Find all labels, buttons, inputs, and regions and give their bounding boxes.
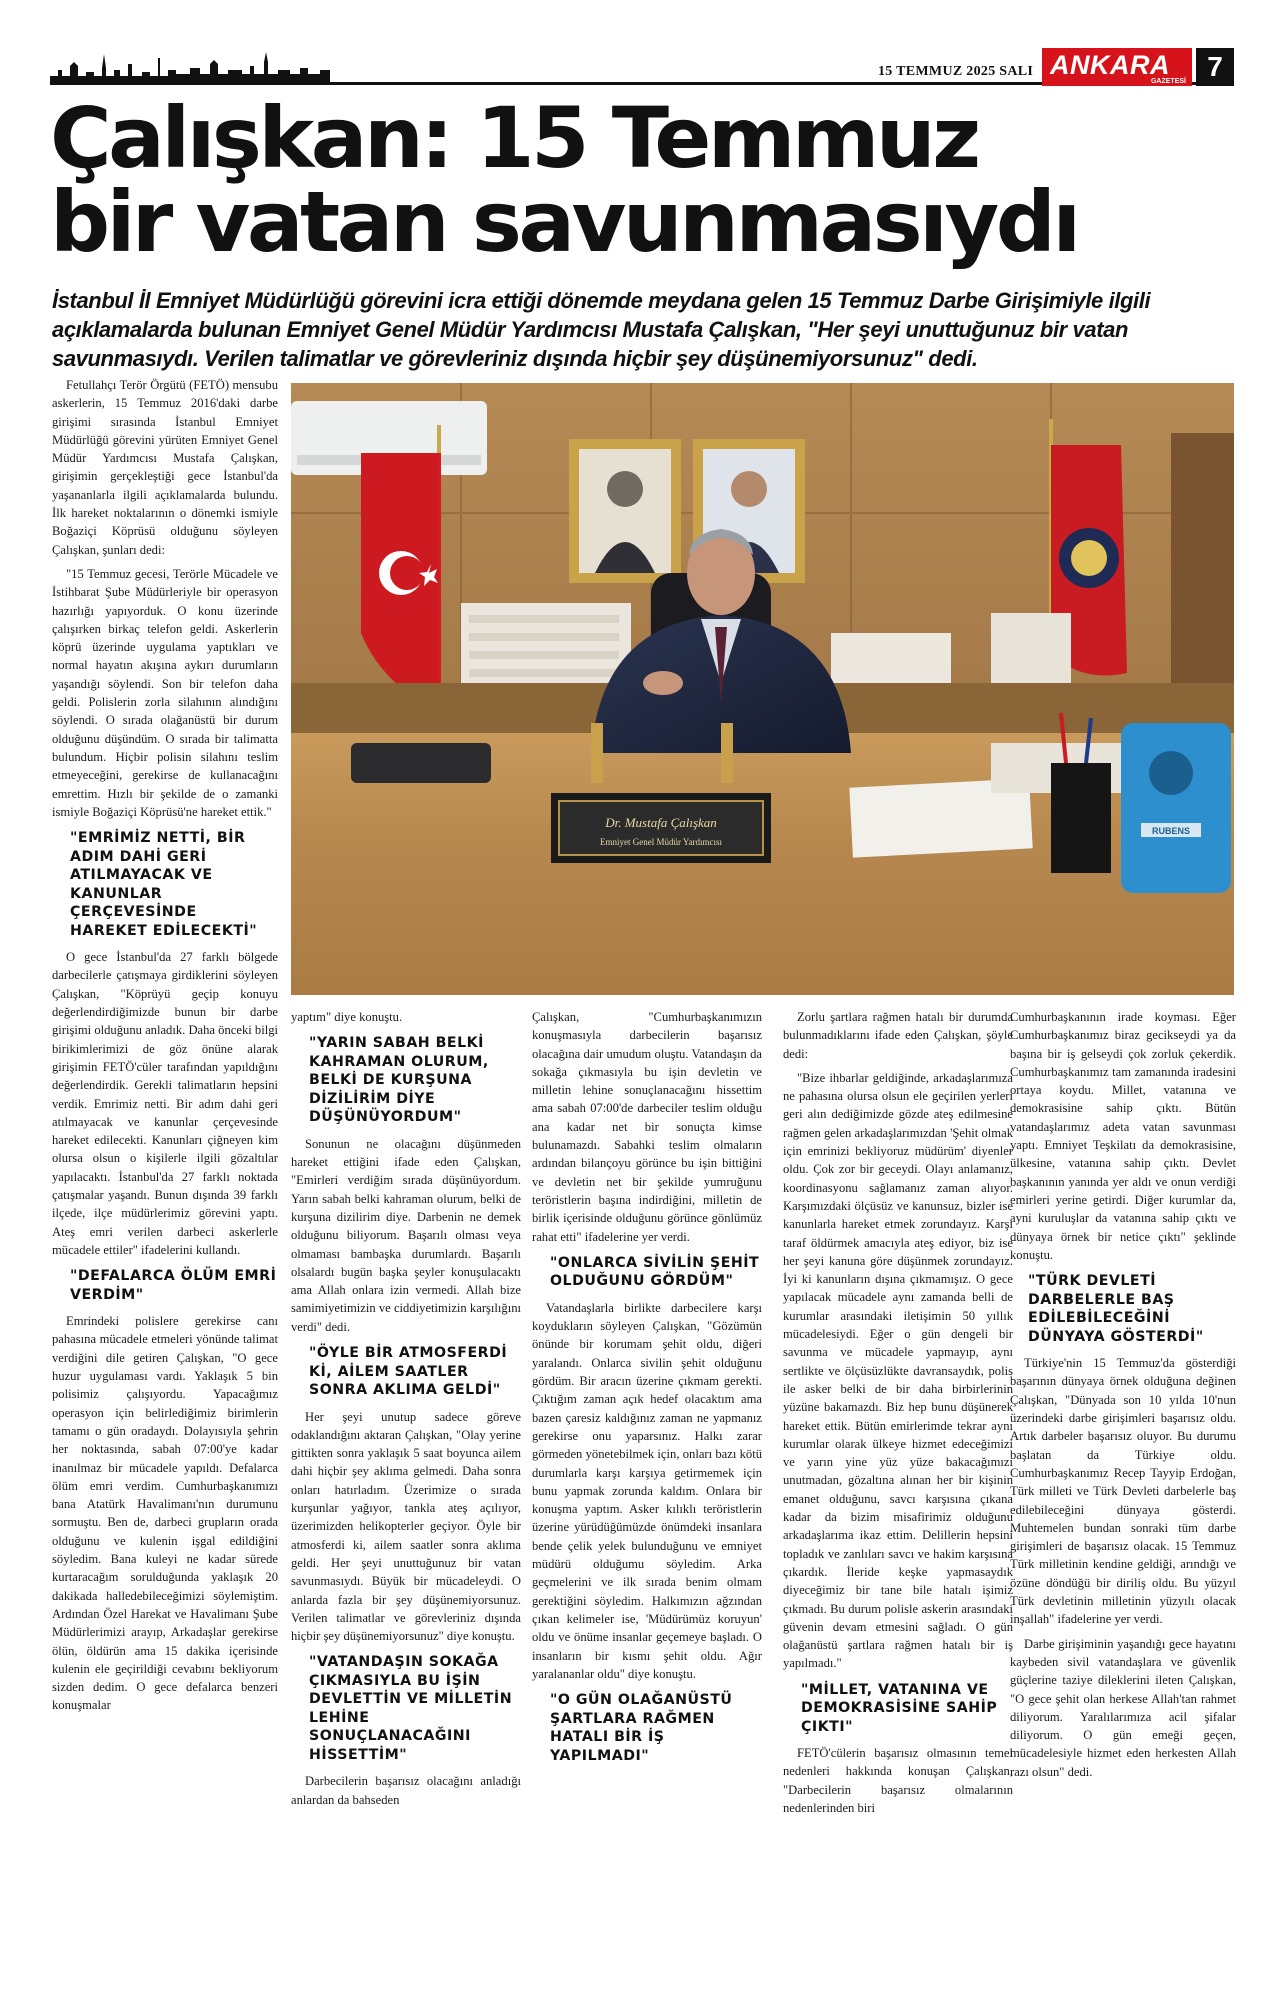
paragraph: yaptım" diye konuştu.: [291, 1010, 403, 1024]
section-heading: "ONLARCA SİVİLİN ŞEHİT OLDUĞUNU GÖRDÜM": [550, 1254, 760, 1290]
paragraph: Vatandaşlarla birlikte darbecilere karşı koydukların söyleyen Çalışkan, "Gözümün önünde bir korumam şehit oldu, diğeri yaralandı. Onlarca sivilin şehit olduğunu gördüm. Bir aracın üzerine çıkmam gerekti. Çıktığım zaman açık hedef olacaktım ama bazen çaresiz kaldığınız zaman ne yapmanız gerekirse onu yaparsınız. Halkı zarar görmeden yönetebilmek için, onları bazı kötü durumlarla karşı karşıya getirmemek için bunu yapmak zorunda kaldım. Onlara bir konuşma yaptım. Asker kılıklı teröristlerin üzerine yürüdüğümüzde önümdeki insanlara bende çelik yelek bulunduğunu ve emniyet müdürü olduğumu söyledim. Arka geçmelerini ve ilk sırada benim olmam gerektiğini söyledim. Halkımızın ağzından çıkan kelimeler ise, 'Müdürümüz koruyun' oldu ve önüme insanlar geçemeye başladı. O insanların bir kısmı şehit oldu. Ağır yaralananlar oldu" diye konuştu.: [532, 1300, 762, 1681]
article-column-2: [291, 1008, 521, 1815]
logo-subtext: GAZETESİ: [1150, 78, 1186, 85]
section-heading: "EMRİMİZ NETTİ, BİR ADIM DAHİ GERİ ATILMAYACAK VE KANUNLAR ÇERÇEVESİNDE HAREKET EDİLECEKTİ": [70, 830, 258, 939]
sharpener-label: RUBENS: [1151, 826, 1191, 836]
nameplate-title: Emniyet Genel Müdür Yardımcısı: [600, 837, 722, 847]
article-column-5: [1010, 1008, 1236, 1787]
headline: [50, 89, 1240, 271]
paragraph: Zorlu şartlara rağmen hatalı bir durumda bulunmadıklarını ifade eden Çalışkan, şöyle dedi:: [783, 1010, 1013, 1061]
subheadline: İstanbul İl Emniyet Müdürlüğü görevini icra ettiği dönemde meydana gelen 15 Temmuz Darbe Girişimiyle ilgili açıklamalarda bulunan Emniyet Genel Müdür Yardımcısı Mustafa Çalışkan, "Her şeyi unuttuğunuz bir vatan savunmasıydı. Verilen talimatlar ve görevleriniz dışında hiçbir şey düşünemiyorsunuz" dedi.: [52, 288, 1151, 371]
newspaper-logo: [1042, 48, 1192, 86]
headline-line-2: bir vatan savunmasıydı: [50, 173, 1078, 271]
section-heading: "VATANDAŞIN SOKAĞA ÇIKMASIYLA BU İŞİN DEVLETTİN VE MİLLETİN LEHİNE SONUÇLANACAĞINI HİSSETTİM": [309, 1654, 513, 1763]
section-heading: "MİLLET, VATANINA VE DEMOKRASİSİNE SAHİP ÇIKTI": [801, 1681, 998, 1735]
paragraph: "15 Temmuz gecesi, Terörle Mücadele ve İstihbarat Şube Müdürleriyle bir operasyon hazırlığı yapıyorduk. O konu üzerinde çalışırken birkaç telefon geldi. Askerlerin köprü üzerinde uygulama yaptıkları ve normal hayatın akışına aykırı durumların yaşandığı söylendi. Son bir telefon daha geldi. Polislerin zorla silahının alındığını söylendi. O sırada olağanüstü bir durum olduğunu düşündüm. O sırada bir talimatta bulundum. Hiçbir polisin silahını teslim etmeyeceğini, gerekirse de kullanacağını emrettim. Hızlı bir şekilde de o zamanki ismiyle Boğaziçi Köprüsü'ne hareket ettik.": [52, 566, 278, 819]
section-heading: "YARIN SABAH BELKİ KAHRAMAN OLURUM, BELKİ DE KURŞUNA DİZİLİRİM DİYE DÜŞÜNÜYORDUM": [309, 1035, 489, 1126]
nameplate-name: Dr. Mustafa Çalışkan: [605, 815, 717, 830]
issue-date: 15 TEMMUZ 2025 SALI: [878, 64, 1034, 79]
city-skyline-icon: [50, 50, 330, 84]
paragraph: Türkiye'nin 15 Temmuz'da gösterdiği başarının dünyaya örnek olduğuna değinen Çalışkan, "Dünyada son 10 yılda 10'nun üzerindeki darbe girişimleri başarısız oldu. Artık darbeler başarısız oluyor. Bu durumu başlatan da Türkiye oldu. Cumhurbaşkanımız Recep Tayyip Erdoğan, Türk milleti ve Türk Devleti darbelerle baş edilebileceğini dünyaya gösterdi. Muhtemelen bundan sonraki tüm darbe girişimleri de başarısız olacak. 15 Temmuz Türk milletinin kendine geldiği, arındığı ve özüne döndüğü bir diriliş oldu. Bu yüzyıl Türk devletinin milletinin yüzyılı olacak inşallah" ifadelerine yer verdi.: [1010, 1356, 1236, 1627]
paragraph: Emrindeki polislere gerekirse canı pahasına mücadele etmeleri yönünde talimat verdiğini dile getiren Çalışkan, "O gece huzur uygulaması vardı. Yaklaşık 5 bin polisimiz çalışıyordu. Yapacağımız operasyon için belirlediğimiz birimlerin tamamı o gün oradaydı. Dolayısıyla şehrin her noktasında, sabah 07:00'ye kadar inanılmaz bir mücadele yapıldı. Defalarca ölüm emri verdim. Cumhurbaşkanımızı bana Atatürk Havalimanı'nın durumunu sormuştu. Ben de, darbeci grupların orada olduğunu ve kulenin işgal edildiğini söyledim. Bana kuleyi ne kadar sürede kurtaracağım sorulduğunda yaklaşık 20 dakikada halledebileceğimizi söylemiştim. Ardından Özel Harekat ve Havalimanı Şube Müdürlerimizi arayıp, Arkadaşlar gerekirse ölün, öldürün ama 15 dakika içerisinde kulenin ele geçirildiği cevabını bekliyorum sizden dedim. O gece defalarca benzeri konuşmalar: [52, 1314, 278, 1713]
article-column-1-top: [52, 376, 278, 1721]
headline-line-1: Çalışkan: 15 Temmuz: [50, 89, 978, 187]
article-column-3: [532, 1008, 762, 1773]
article-column-4: [783, 1008, 1013, 1823]
paragraph: "Bize ihbarlar geldiğinde, arkadaşlarımıza ne pahasına olursa olsun ele geçirilen yerleri geri alın dediğimizde gözde ateş edilmesine rağmen gelen arkadaşlarımızdan 'Şehit olmak için emrinizi bekliyoruz müdürüm' diyenler oldu. Çok zor bir geceydi. Olayı anlamanız, koordinasyonu sağlamanız zaman alıyor. Karşımızdaki ölçüsüz ve kanunsuz, bizler ise kanunlarla hareket etmek zorundayız. Karşı taraf öldürmek amacıyla ateş ediyor, biz ise her şeyi kanuna göre düşünmek zorundayız. İyi ki kanunların dışına çıkmamışız. O gece yapılacak mücadele aynı zamanda belli de kurumlar arasındaki iletişimin 50 yıllık mücadelesiydi. Eğer o gün dengeli bir savunma ve mücadele yapmayıp, aynı sertlikte ve ölçüsüzlükte davransaydık, polis ile asker belki de bir daha birbirlerinin yüzüne bakamazdı. Biz hep bunu düşünerek hareket ettik. Bütün emirlerimde tekrar aynı kurumlar olarak ülkeye hizmet edeceğimizi ve yarın yine yüz yüze bakacağımızı unutmadan, gözaltına alınan her bir kişinin emanet olduğunu, savcı karşısına çıkana kadar da bizim misafirimiz olduğunu arkadaşlarıma ikaz ettim. Delillerin hepsini topladık ve zanlıları savcı ve hakim karşısına çıkardık. İleride keşke yapmasaydık diyeceğimiz bir tane bile hatalı işimiz çıkmadı. Bu durum polisle askerin arasındaki güvenin devam etmesini sağladı. O gün olağanüstü şartlara rağmen hatalı bir iş yapılmadı.": [783, 1070, 1013, 1671]
paragraph: O gece İstanbul'da 27 farklı bölgede darbecilerle çatışmaya girdiklerini söyleyen Çalışkan, "Köprüyü geçip konuyu değerlendirdiğimizde bunun bir darbe girişimi olduğunu anladık. Daha önceki bilgi birikimlerimizi de göz önüne alarak girişimin FETÖ'cüler tarafından yapıldığını değerlendirdik. Gerekli talimatların hepsini verdik. Emrimiz netti. Bir adım dahi geri atılmayacak ve kanunlar çerçevesinde hareket edilecekti. Kanunları çiğneyen kim olursa olsun o kişilerle ilgili gözaltılar yapılacaktı. İstanbul'da 27 farklı noktada çatışmalar yaşandı. Bunun dışında 39 farklı ilçede, ilçe müdürlerimiz görevini yaptı. Ateş emri verilen darbeci askerlerle mücadele ettiler" ifadelerini kullandı.: [52, 950, 278, 1257]
paragraph: Fetullahçı Terör Örgütü (FETÖ) mensubu askerlerin, 15 Temmuz 2016'daki darbe girişimi sırasında İstanbul Emniyet Müdürlüğü görevini yürüten Emniyet Genel Müdür Yardımcısı Mustafa Çalışkan, girişimin gerçekleştiği gece İstanbul'da yaşananlarla ilgili açıklamalarda bulundu. İlk hareket noktalarının o dönemki ismiyle Boğaziçi Köprüsü olduğunu söyleyen Çalışkan, şunları dedi:: [52, 378, 278, 557]
paragraph: Her şeyi unutup sadece göreve odaklandığını aktaran Çalışkan, "Olay yerine gittikten sonra yaklaşık 5 saat boyunca ailem dahi hiçbir şey aklıma gelmedi. Daha sonra onları hatırladım. Üzerimize o sırada kurşunlar yağıyor, tankla ateş açılıyor, üzerimizden helikopterler geçiyor. Öyle bir atmosferdi ki, ailem saatler sonra aklıma geldi. Her şeyi unuttuğunuz bir vatan savunmasıydı. Büyük bir mücadeleydi. O anlarda fazla bir şey düşünemiyorsunuz. Verilen talimatlar ve görevleriniz dışında hiçbir şey düşünemiyorsunuz" diye konuştu.: [291, 1409, 521, 1644]
paragraph: Darbe girişiminin yaşandığı gece hayatını kaybeden sivil vatandaşlara ve güvenlik güçlerine taziye dileklerini ileten Çalışkan, "O gece şehit olan herkese Allah'tan rahmet diliyorum. Yaralılarımıza acil şifalar diliyorum. O gün emeği geçen, mücadelesiyle hizmet eden herkesten Allah razı olsun" dedi.: [1010, 1636, 1236, 1779]
section-heading: "DEFALARCA ÖLÜM EMRİ VERDİM": [70, 1268, 277, 1303]
paragraph: Sonunun ne olacağını düşünmeden hareket ettiğini ifade eden Çalışkan, "Emirleri verdiğim sırada düşünüyordum. Yarın sabah belki kahraman olurum, belki de kurşuna dizilirim diye. Darbenin ne demek olduğunu biliyorum. Başarılı olması veya olmaması bambaşka durumlardı. Başarılı olsalardı bugün başka şeyler konuşulacaktı ama Allah onlara izin vermedi. Allah bize samimiyetimizin ve ciddiyetimizin karşılığını verdi" dedi.: [291, 1136, 521, 1334]
paragraph: FETÖ'cülerin başarısız olmasının temel nedenleri hakkında konuşan Çalışkan, "Darbecilerin başarısız olmalarının nedenlerinden biri: [783, 1746, 1013, 1816]
paragraph: Cumhurbaşkanının irade koyması. Eğer Cumhurbaşkanımız biraz gecikseydi ya da başına bir iş gelseydi çok zorluk çekerdik. Cumhurbaşkanımız tam zamanında iradesini ortaya koydu. Millet, vatanına ve demokrasisine sahip çıktı. Bütün vatandaşlarımız adeta vatan savunması yaptı. Emniyet Teşkilatı da demokrasisine, ülkesine, vatanına sahip çıktı. Devlet başkanının yanında yer aldı ve onun verdiği emirleri yerine getirdi. Diğer kurumlar da, ayni kuruluşlar da vatanına sahip çıktı ve dünyaya örnek bir netice çıktı" şeklinde konuştu.: [1010, 1010, 1236, 1262]
page-number: 7: [1196, 48, 1234, 86]
section-heading: "O GÜN OLAĞANÜSTÜ ŞARTLARA RAĞMEN HATALI BİR İŞ YAPILMADI": [550, 1692, 733, 1764]
section-heading: "TÜRK DEVLETİ DARBELERLE BAŞ EDİLEBİLECEĞİNİ DÜNYAYA GÖSTERDİ": [1028, 1273, 1204, 1345]
paragraph: Çalışkan, "Cumhurbaşkanımızın konuşmasıyla darbecilerin başarısız olacağına dair umudum oluştu. Vatandaşın da sokağa çıkmasıyla bu işin devletin ve milletin lehine sonuçlanacağını hissettim ama sabah 07:00'de darbeciler teslim olduğu ana kadar net bir sonuçta kimse bulunamazdı. Sabahki teslim olmaların ardından bilançoyu görünce bu işin bittiğini ve devletin net bir şekilde yumruğunu teröristlerin başına indirdiğini, milletin de birlik içerisinde olduğunu görünce gönlümüz rahat etti" ifadelerine yer verdi.: [532, 1010, 762, 1244]
logo-text: ANKARA: [1050, 50, 1170, 80]
office-interview-photo: [291, 383, 1234, 995]
paragraph: Darbecilerin başarısız olacağını anladığı anlardan da bahseden: [291, 1774, 521, 1807]
section-heading: "ÖYLE BİR ATMOSFERDİ Kİ, AİLEM SAATLER SONRA AKLIMA GELDİ": [309, 1345, 508, 1399]
